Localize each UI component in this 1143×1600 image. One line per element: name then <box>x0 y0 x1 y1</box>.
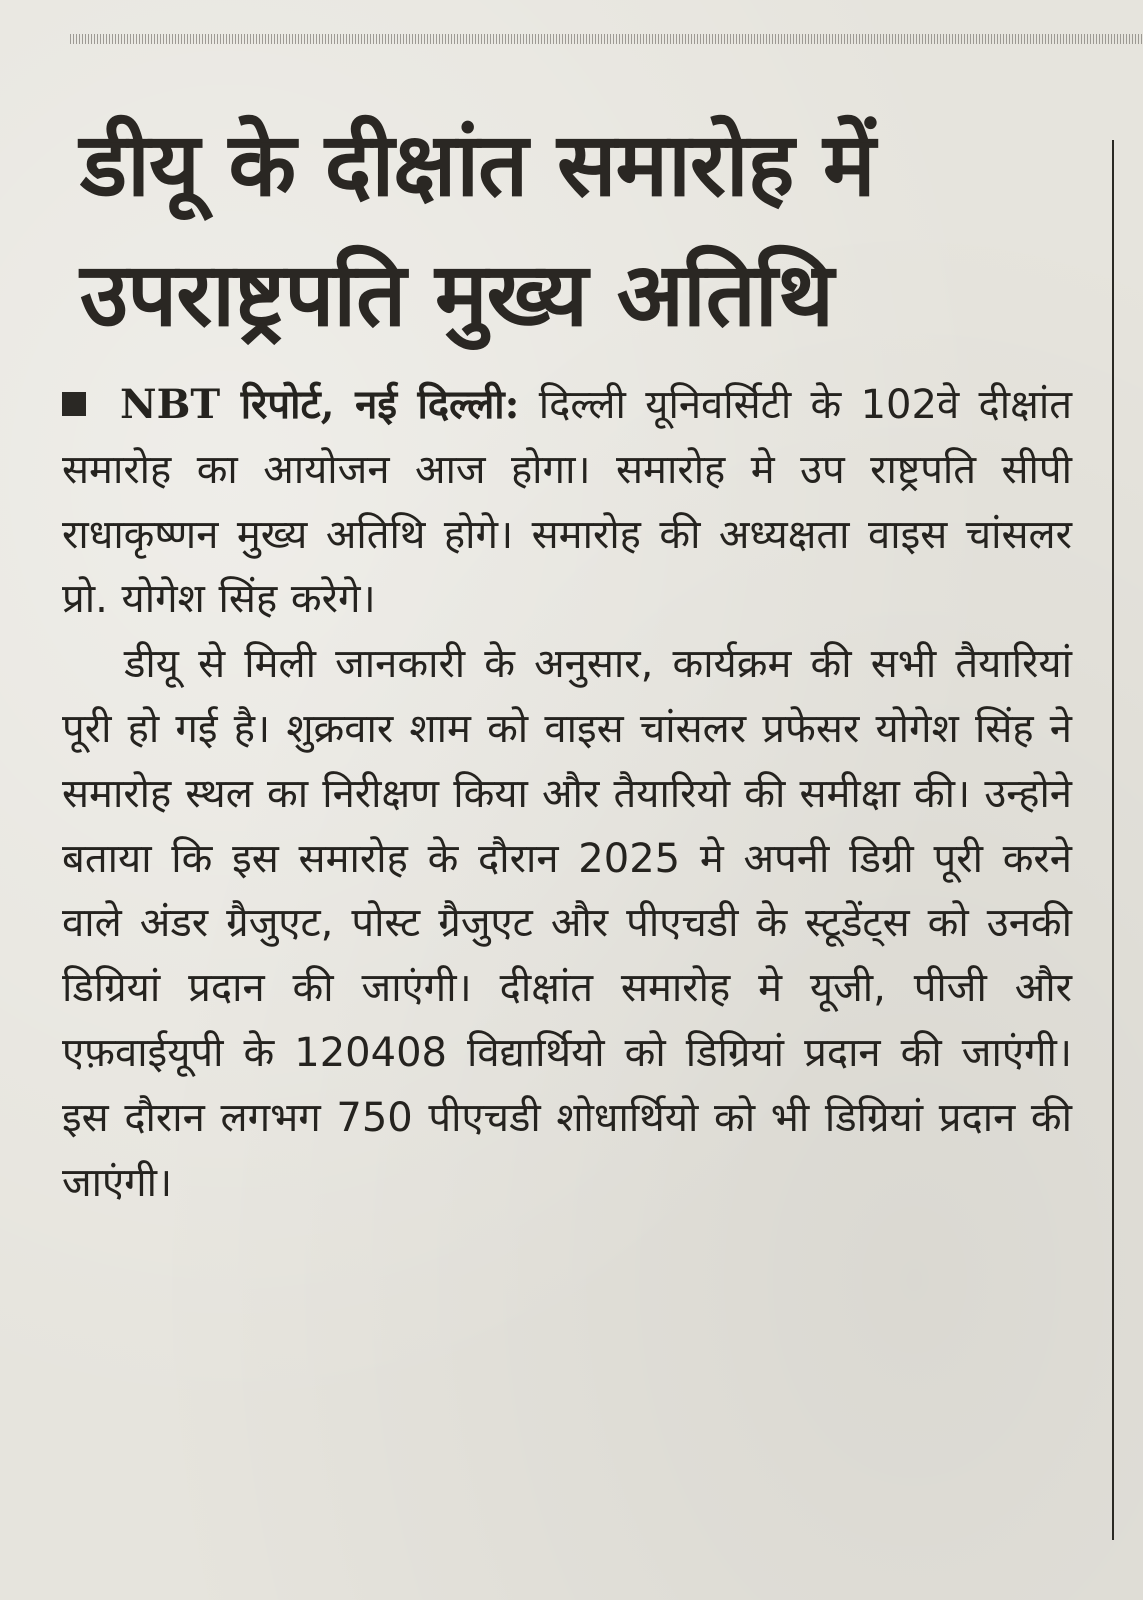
headline-line-1: डीयू के दीक्षांत समारोह में <box>80 113 875 216</box>
article-body <box>62 373 1072 1215</box>
paragraph-2-text: डीयू से मिली जानकारी के अनुसार, कार्यक्रम की सभी तैयारियां पूरी हो गई है। शुक्रवार शाम को वाइस चांसलर प्रफेसर योगेश सिंह ने समारोह स्थल का निरीक्षण किया और तैयारियो की समीक्षा की। उन्होने बताया कि इस समारोह के दौरान 2025 मे अपनी डिग्री पूरी करने वाले अंडर ग्रैजुएट, पोस्ट ग्रैजुएट और पीएचडी के स्टूडेंट्स को उनकी डिग्रियां प्रदान की जाएंगी। दीक्षांत समारोह मे यूजी, पीजी और एफ़वाईयूपी के 120408 विद्यार्थियो को डिग्रियां प्रदान की जाएंगी। इस दौरान लगभग 750 पीएचडी शोधार्थियो को भी डिग्रियां प्रदान की जाएंगी। <box>62 641 1072 1206</box>
paragraph-1-text: दिल्ली यूनिवर्सिटी के 102वे दीक्षांत समारोह का आयोजन आज होगा। समारोह मे उप राष्ट्रपति सीपी राधाकृष्णन मुख्य अतिथि होगे। समारोह की अध्यक्षता वाइस चांसलर प्रो. योगेश सिंह करेगे। <box>62 382 1072 623</box>
column-divider-rule <box>1112 140 1114 1540</box>
paragraph-2 <box>62 632 1072 1215</box>
headline <box>80 100 1080 360</box>
paragraph-1 <box>62 373 1072 632</box>
dateline: NBT रिपोर्ट, नई दिल्ली: <box>120 381 520 428</box>
square-bullet-icon <box>62 392 86 416</box>
headline-line-2: उपराष्ट्रपति मुख्य अतिथि <box>80 243 833 346</box>
top-dotted-rule <box>70 34 1143 44</box>
